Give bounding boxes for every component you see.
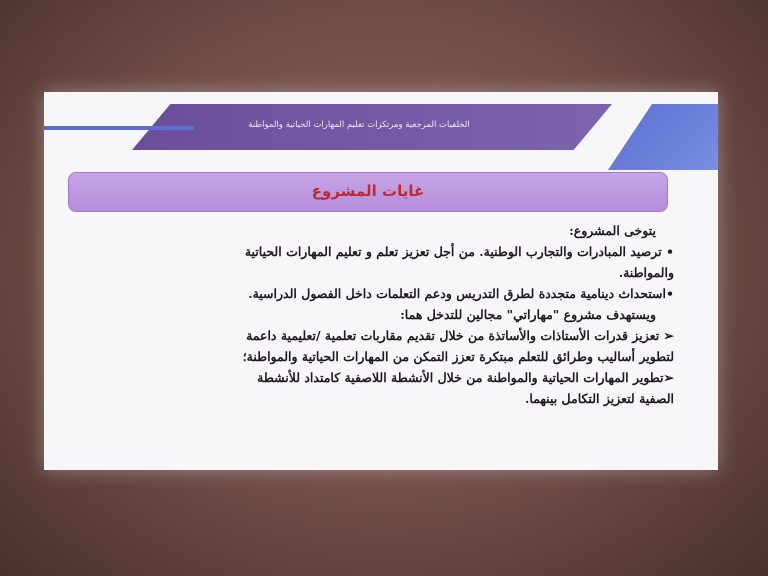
slide-title: غايات المشروع bbox=[311, 182, 425, 200]
slide-header-text: الخلفيات المرجعية ومرتكزات تعليم المهارات الحياتية والمواطنة bbox=[248, 120, 470, 130]
body-line: يتوخى المشروع: bbox=[569, 223, 656, 238]
title-bar bbox=[68, 172, 668, 212]
body-line: ➢تطوير المهارات الحياتية والمواطنة من خلال الأنشطة اللاصفية كامتداد للأنشطة bbox=[257, 370, 674, 385]
slide-body bbox=[72, 220, 674, 409]
body-line: ويستهدف مشروع "مهاراتي" مجالين للتدخل هما: bbox=[400, 307, 656, 322]
presentation-slide bbox=[44, 92, 718, 470]
body-line: والمواطنة. bbox=[618, 265, 674, 280]
body-line: •استحداث دينامية متجددة لطرق التدريس ودعم التعلمات داخل الفصول الدراسية. bbox=[248, 286, 674, 301]
header-accent bbox=[608, 104, 718, 170]
body-line: الصفية لتعزيز التكامل بينهما. bbox=[525, 391, 674, 406]
body-line: لتطوير أساليب وطرائق للتعلم مبتكرة تعزز التمكن من المهارات الحياتية والمواطنة؛ bbox=[242, 349, 674, 364]
body-line: • ترصيد المبادرات والتجارب الوطنية. من أجل تعزيز تعلم و تعليم المهارات الحياتية bbox=[244, 244, 674, 259]
header-line bbox=[44, 126, 194, 130]
body-line: ➢ تعزيز قدرات الأستاذات والأساتذة من خلال تقديم مقاربات تعلمية /تعليمية داعمة bbox=[246, 328, 674, 343]
